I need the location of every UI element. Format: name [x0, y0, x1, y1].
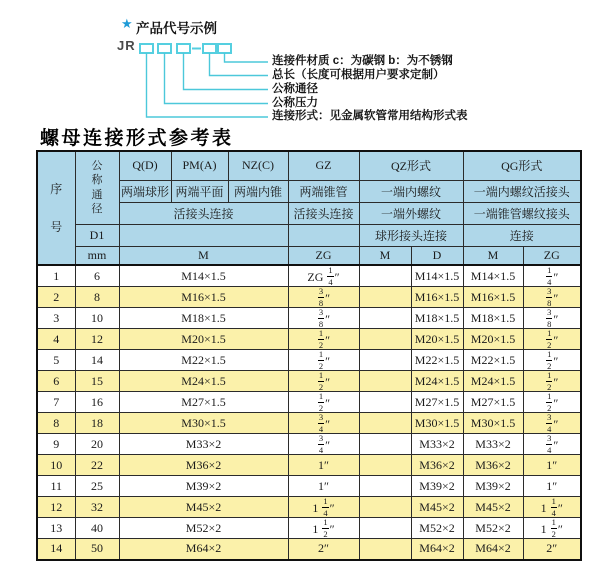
table-cell: 8: [75, 287, 119, 308]
table-cell: $\frac{3}{8}$ ″: [523, 308, 581, 329]
table-row: [37, 350, 581, 371]
table-cell: $\frac{1}{2}$ ″: [523, 371, 581, 392]
table-cell: $\frac{1}{2}$ ″: [523, 392, 581, 413]
subheader-qg-zg: ZG: [523, 246, 581, 265]
table-cell: ZG $\frac{1}{4}$ ″: [288, 265, 359, 287]
table-row: [37, 434, 581, 455]
table-cell: 10: [75, 308, 119, 329]
table-cell: M24×1.5: [463, 371, 523, 392]
table-cell: M45×2: [411, 497, 463, 518]
table-cell: 12: [37, 497, 75, 518]
table-cell: [359, 539, 411, 560]
table-cell: [359, 392, 411, 413]
callout-label-material: 连接件材质 c：为碳钢 b：为不锈钢: [272, 55, 453, 67]
header-qd-desc: 两端球形: [119, 180, 171, 202]
table-cell: M24×1.5: [411, 371, 463, 392]
table-cell: 25: [75, 476, 119, 497]
table-row: [37, 308, 581, 329]
table-cell: M16×1.5: [463, 287, 523, 308]
table-cell: M18×1.5: [119, 308, 288, 329]
table-cell: M33×2: [119, 434, 288, 455]
table-cell: M52×2: [411, 518, 463, 539]
table-cell: M14×1.5: [411, 265, 463, 287]
table-cell: 6: [37, 371, 75, 392]
table-cell: M30×1.5: [463, 413, 523, 434]
header-qg-desc2: 一端锥管螺纹接头: [463, 202, 581, 224]
table-cell: M39×2: [463, 476, 523, 497]
callout-label-connection: 连接形式：见金属软管常用结构形式表: [272, 110, 468, 122]
header-pm-desc: 两端平面: [171, 180, 228, 202]
table-cell: M45×2: [463, 497, 523, 518]
table-cell: M24×1.5: [119, 371, 288, 392]
table-cell: M33×2: [411, 434, 463, 455]
header-gz-desc: 两端锥管: [288, 180, 359, 202]
table-row: [37, 392, 581, 413]
empty-cell: [119, 224, 288, 246]
header-qz-desc1: 一端内螺纹: [359, 180, 463, 202]
table-cell: 1 $\frac{1}{2}$ ″: [523, 518, 581, 539]
table-cell: 2: [37, 287, 75, 308]
header-qz-join: 球形接头连接: [359, 224, 463, 246]
subheader-qz-d: D: [411, 246, 463, 265]
table-cell: M14×1.5: [463, 265, 523, 287]
table-cell: M30×1.5: [119, 413, 288, 434]
table-cell: 1 $\frac{1}{4}$ ″: [288, 497, 359, 518]
table-cell: [359, 329, 411, 350]
table-cell: M64×2: [411, 539, 463, 560]
callout-label-pressure: 公称压力: [272, 97, 318, 109]
table-row: [37, 413, 581, 434]
table-cell: 2″: [523, 539, 581, 560]
table-cell: M14×1.5: [119, 265, 288, 287]
table-cell: [359, 265, 411, 287]
table-cell: 1″: [288, 455, 359, 476]
subheader-zg: ZG: [288, 246, 359, 265]
table-cell: $\frac{3}{4}$ ″: [523, 413, 581, 434]
table-cell: M64×2: [119, 539, 288, 560]
header-col-nz: NZ(C): [228, 151, 288, 180]
table-body: [37, 265, 581, 560]
header-qz-desc2: 一端外螺纹: [359, 202, 463, 224]
header-d1: D1: [75, 224, 119, 246]
table-cell: M22×1.5: [463, 350, 523, 371]
table-row: [37, 455, 581, 476]
table-cell: 10: [37, 455, 75, 476]
table-cell: 8: [37, 413, 75, 434]
table-cell: 4: [37, 329, 75, 350]
table-cell: M20×1.5: [463, 329, 523, 350]
table-cell: 1″: [523, 476, 581, 497]
table-cell: 20: [75, 434, 119, 455]
table-cell: $\frac{3}{8}$ ″: [288, 308, 359, 329]
table-cell: [359, 350, 411, 371]
table-row: [37, 371, 581, 392]
header-col-qz: QZ形式: [359, 151, 463, 180]
header-qg-join: 连接: [463, 224, 581, 246]
table-cell: 13: [37, 518, 75, 539]
table-cell: M64×2: [463, 539, 523, 560]
table-cell: 50: [75, 539, 119, 560]
table-cell: 14: [37, 539, 75, 560]
table-cell: $\frac{1}{2}$ ″: [523, 329, 581, 350]
table-cell: $\frac{1}{2}$ ″: [288, 392, 359, 413]
table-cell: M36×2: [119, 455, 288, 476]
table-cell: $\frac{3}{8}$ ″: [288, 287, 359, 308]
table-cell: 32: [75, 497, 119, 518]
table-cell: M27×1.5: [463, 392, 523, 413]
table-cell: 1 $\frac{1}{2}$ ″: [288, 518, 359, 539]
table-cell: [359, 497, 411, 518]
header-col-qg: QG形式: [463, 151, 581, 180]
header-seq: 序号: [37, 151, 75, 265]
table-cell: M52×2: [463, 518, 523, 539]
table-row: [37, 518, 581, 539]
code-boxes-icon: [140, 44, 231, 53]
diagram-heading: 产品代号示例: [136, 21, 217, 36]
callout-label-length: 总长（长度可根据用户要求定制）: [272, 69, 445, 81]
table-cell: 14: [75, 350, 119, 371]
product-code-prefix: JR: [117, 38, 136, 53]
table-cell: 2″: [288, 539, 359, 560]
table-cell: M36×2: [463, 455, 523, 476]
table-cell: M39×2: [119, 476, 288, 497]
table-cell: M18×1.5: [463, 308, 523, 329]
table-cell: 6: [75, 265, 119, 287]
table-cell: 1″: [288, 476, 359, 497]
table-cell: [359, 308, 411, 329]
table-cell: M22×1.5: [119, 350, 288, 371]
subheader-qz-m: M: [359, 246, 411, 265]
table-cell: M27×1.5: [411, 392, 463, 413]
table-cell: M45×2: [119, 497, 288, 518]
table-cell: 1: [37, 265, 75, 287]
callout-lines-icon: [147, 53, 269, 117]
table-cell: 12: [75, 329, 119, 350]
table-row: [37, 287, 581, 308]
table-cell: M27×1.5: [119, 392, 288, 413]
table-cell: [359, 434, 411, 455]
table-cell: M18×1.5: [411, 308, 463, 329]
table-cell: M16×1.5: [411, 287, 463, 308]
header-mm: mm: [75, 246, 119, 265]
table-row: [37, 329, 581, 350]
table-cell: $\frac{1}{2}$ ″: [288, 329, 359, 350]
table-cell: M36×2: [411, 455, 463, 476]
table-cell: 9: [37, 434, 75, 455]
table-cell: 15: [75, 371, 119, 392]
table-cell: 7: [37, 392, 75, 413]
table-cell: M30×1.5: [411, 413, 463, 434]
table-cell: 3: [37, 308, 75, 329]
callout-label-diameter: 公称通径: [272, 83, 318, 95]
empty-cell: [288, 224, 359, 246]
table-cell: 5: [37, 350, 75, 371]
header-col-gz: GZ: [288, 151, 359, 180]
table-cell: [359, 476, 411, 497]
table-cell: 16: [75, 392, 119, 413]
table-cell: $\frac{1}{2}$ ″: [288, 350, 359, 371]
table-cell: [359, 287, 411, 308]
header-col-qd: Q(D): [119, 151, 171, 180]
table-cell: M33×2: [463, 434, 523, 455]
header-union-join: 活接头连接: [119, 202, 288, 224]
header-qg-desc1: 一端内螺纹活接头: [463, 180, 581, 202]
subheader-qg-m: M: [463, 246, 523, 265]
table-cell: M39×2: [411, 476, 463, 497]
table-cell: $\frac{3}{8}$ ″: [523, 287, 581, 308]
table-cell: $\frac{3}{4}$ ″: [523, 434, 581, 455]
table-cell: $\frac{1}{2}$ ″: [288, 371, 359, 392]
table-cell: [359, 413, 411, 434]
nut-connection-reference-table: [36, 150, 582, 561]
table-cell: M22×1.5: [411, 350, 463, 371]
table-cell: M20×1.5: [119, 329, 288, 350]
table-row: [37, 497, 581, 518]
table-cell: 11: [37, 476, 75, 497]
table-row: [37, 265, 581, 287]
table-row: [37, 539, 581, 560]
header-gz-join: 活接头连接: [288, 202, 359, 224]
table-cell: $\frac{1}{4}$ ″: [523, 265, 581, 287]
table-cell: $\frac{3}{4}$ ″: [288, 434, 359, 455]
table-cell: 18: [75, 413, 119, 434]
table-cell: [359, 371, 411, 392]
table-cell: 1″: [523, 455, 581, 476]
table-cell: M20×1.5: [411, 329, 463, 350]
header-nz-desc: 两端内锥: [228, 180, 288, 202]
page-title: 螺母连接形式参考表: [40, 127, 234, 149]
table-cell: 40: [75, 518, 119, 539]
subheader-m: M: [119, 246, 288, 265]
table-cell: 1 $\frac{1}{4}$ ″: [523, 497, 581, 518]
table-cell: $\frac{1}{2}$ ″: [523, 350, 581, 371]
header-nominal-diameter: 公称通径: [75, 151, 119, 224]
table-cell: [359, 518, 411, 539]
star-icon: ★: [121, 17, 133, 32]
header-col-pm: PM(A): [171, 151, 228, 180]
table-cell: $\frac{3}{4}$ ″: [288, 413, 359, 434]
table-cell: M52×2: [119, 518, 288, 539]
table-cell: 22: [75, 455, 119, 476]
table-cell: [359, 455, 411, 476]
table-row: [37, 476, 581, 497]
table-cell: M16×1.5: [119, 287, 288, 308]
